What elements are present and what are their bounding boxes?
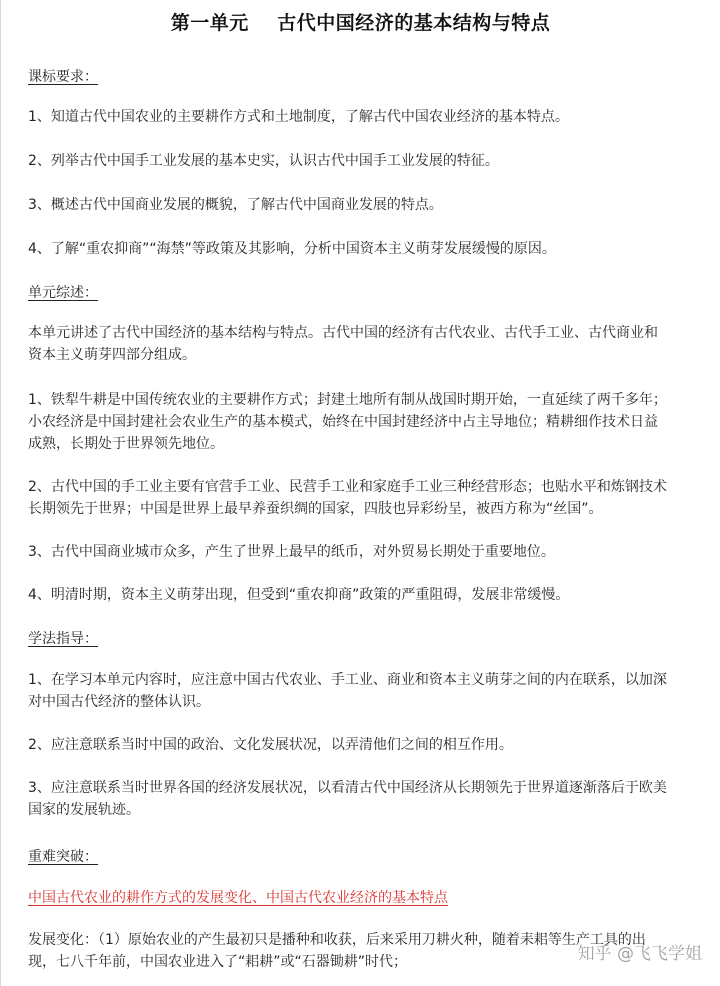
key-points-line: 现，七八千年前，中国农业进入了“耜耕”或“石器锄耕”时代； xyxy=(28,954,408,970)
overview-line: 本单元讲述了古代中国经济的基本结构与特点。古代中国的经济有古代农业、古代手工业、古代商业和 xyxy=(28,325,658,341)
overview-line: 成熟，长期处于世界领先地位。 xyxy=(28,436,224,452)
key-points-red-title: 中国古代农业的耕作方式的发展变化、中国古代农业经济的基本特点 xyxy=(28,890,448,906)
guidance-line: 国家的发展轨迹。 xyxy=(28,802,140,818)
overview-line: 4、明清时期，资本主义萌芽出现，但受到“重农抑商”政策的严重阻碍，发展非常缓慢。 xyxy=(28,587,570,603)
guidance-line: 1、在学习本单元内容时，应注意中国古代农业、手工业、商业和资本主义萌芽之间的内在联系，以加深 xyxy=(28,672,667,688)
overview-line: 1、铁犁牛耕是中国传统农业的主要耕作方式；封建土地所有制从战国时期开始，一直延续了两千多年； xyxy=(28,392,667,408)
heading-curriculum: 课标要求： xyxy=(28,69,98,85)
heading-overview: 单元综述： xyxy=(28,285,98,301)
overview-line: 资本主义萌芽四部分组成。 xyxy=(28,347,196,363)
curriculum-line: 1、知道古代中国农业的主要耕作方式和土地制度，了解古代中国农业经济的基本特点。 xyxy=(28,109,569,125)
key-points-line: 发展变化：（1）原始农业的产生最初只是播种和收获，后来采用刀耕火种，随着耒耜等生产工具的出 xyxy=(28,932,646,948)
guidance-line: 3、应注意联系当时世界各国的经济发展状况，以看清古代中国经济从长期领先于世界道逐渐落后于欧美 xyxy=(28,780,667,796)
guidance-line: 2、应注意联系当时中国的政治、文化发展状况，以弄清他们之间的相互作用。 xyxy=(28,737,513,753)
curriculum-line: 2、列举古代中国手工业发展的基本史实，认识古代中国手工业发展的特征。 xyxy=(28,153,499,169)
curriculum-line: 3、概述古代中国商业发展的概貌，了解古代中国商业发展的特点。 xyxy=(28,197,443,213)
overview-line: 3、古代中国商业城市众多，产生了世界上最早的纸币，对外贸易长期处于重要地位。 xyxy=(28,544,555,560)
guidance-line: 对中国古代经济的整体认识。 xyxy=(28,694,210,710)
heading-key-points: 重难突破： xyxy=(28,849,98,865)
curriculum-line: 4、了解“重农抑商”“海禁”等政策及其影响，分析中国资本主义萌芽发展缓慢的原因。 xyxy=(28,241,556,257)
overview-line: 长期领先于世界；中国是世界上最早养蚕织绸的国家，四肢也异彩纷呈，被西方称为“丝国”。 xyxy=(28,501,603,517)
page-title: 第一单元 古代中国经济的基本结构与特点 xyxy=(170,12,551,34)
heading-guidance: 学法指导： xyxy=(28,631,98,647)
overview-line: 小农经济是中国封建社会农业生产的基本模式，始终在中国封建经济中占主导地位；精耕细作技术日益 xyxy=(28,414,658,430)
zhihu-watermark: 知乎 @飞飞学姐 xyxy=(577,944,702,964)
overview-line: 2、古代中国的手工业主要有官营手工业、民营手工业和家庭手工业三种经营形态；也贴水平和炼钢技术 xyxy=(28,479,667,495)
